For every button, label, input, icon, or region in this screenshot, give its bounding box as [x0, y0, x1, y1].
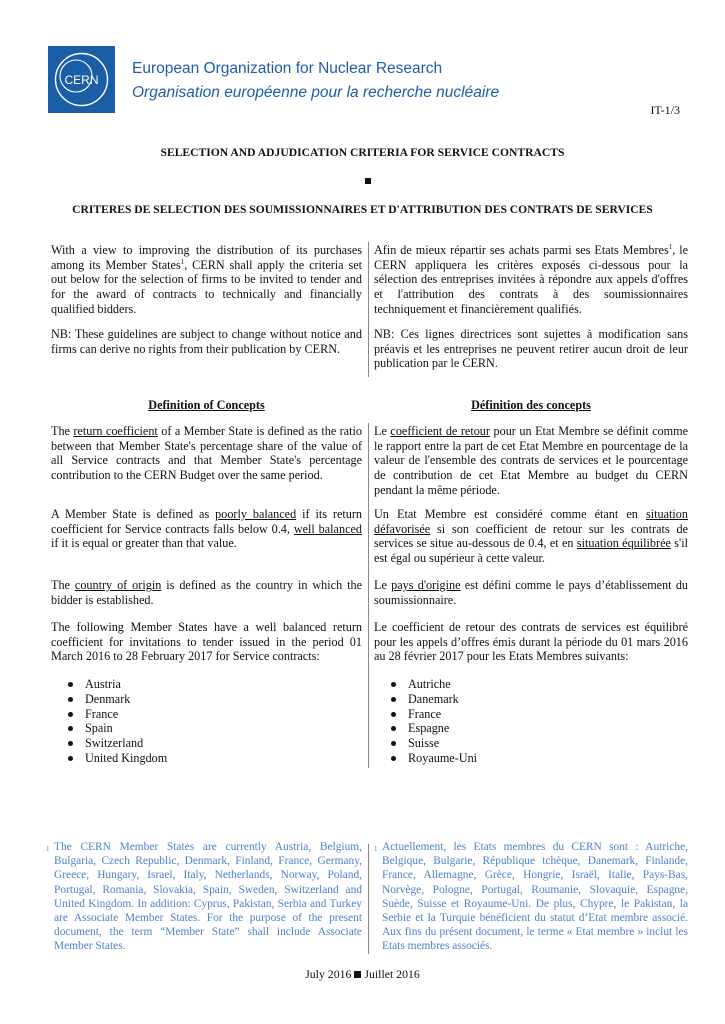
origin-paragraph-english: The country of origin is defined as the country in which the bidder is established. — [51, 578, 363, 607]
country-list-english — [51, 677, 362, 766]
list-item: Danemark — [374, 692, 688, 707]
list-item: Royaume-Uni — [374, 751, 688, 766]
balance-paragraph-french: Un Etat Membre est considéré comme étant en situation défavorisée si son coefficient de retour sur les contrats de services se situe au-dessous de 0.4, et en situation équilibrée s'il est égal ou supérieur à cette valeur. — [374, 507, 688, 566]
intro-paragraph-english: With a view to improving the distribution of its purchases among its Member States$^1$, CERN shall apply the criteria set out below for the selection of firms to be invited to tender and for the award of contracts to technically and financially qualified bidders. — [51, 243, 362, 316]
origin-paragraph-french: Le pays d'origine est défini comme le pays d’établissement du soumissionnaire. — [374, 578, 689, 607]
return-coefficient-paragraph-english: The return coefficient of a Member State is defined as the ratio between that Member State's percentage share of the value of all Service contracts and that Member State's percentage contribution to the CERN Budget over the same period. — [51, 424, 362, 483]
list-item: Suisse — [374, 736, 688, 751]
organization-name-french: Organisation européenne pour la recherche nucléaire — [132, 84, 500, 101]
concepts-heading-english: Definition of Concepts — [148, 398, 265, 412]
footnote-mark: 1 — [46, 845, 50, 853]
list-item: Denmark — [51, 692, 362, 707]
footer-date-french: Juillet 2016 — [364, 967, 420, 981]
footnote-reference: 1 — [668, 242, 673, 251]
list-item: Autriche — [374, 677, 688, 692]
nb-paragraph-english: NB: These guidelines are subject to change without notice and firms can derive no rights from their publication by CERN. — [51, 327, 362, 356]
list-item: Switzerland — [51, 736, 362, 751]
letterhead — [48, 46, 688, 116]
column-divider — [368, 844, 369, 954]
document-reference: IT-1/3 — [650, 103, 680, 117]
concepts-heading-french: Définition des concepts — [471, 398, 591, 412]
footnote-french: 1 Actuellement, les Etats membres du CERN sont : Autriche, Belgique, Bulgarie, République tchèque, Danemark, Finlande, France, Allemagne, Grèce, Hongrie, Israël, Italie, Pays-Bas, Norvège, Pologne, Portugal, Roumanie, Slovaquie, Espagne, Suède, Suisse et Royaume-Uni. De plus, Chypre, le Pakistan, la Serbie et la Turquie bénéficient du statut d’Etat membre associé. Aux fins du présent document, le terme « Etat membre » inclut les Etats membres associés. — [374, 841, 688, 953]
footer-date-english: July 2016 — [305, 967, 352, 981]
title-english: SELECTION AND ADJUDICATION CRITERIA FOR SERVICE CONTRACTS — [160, 146, 565, 159]
balance-paragraph-english: A Member State is defined as poorly balanced if its return coefficient for Service contracts falls below 0.4, well balanced if it is equal or greater than that value. — [51, 507, 362, 551]
list-item: Espagne — [374, 721, 688, 736]
list-item: Austria — [51, 677, 362, 692]
following-paragraph-english: The following Member States have a well balanced return coefficient for invitations to tender issued in the period 01 March 2016 to 28 February 2017 for Service contracts: — [51, 620, 362, 664]
cern-logo-text: CERN — [64, 73, 99, 87]
country-list-french — [374, 677, 688, 766]
column-divider — [368, 242, 369, 377]
column-divider — [368, 423, 369, 768]
list-item: France — [51, 707, 362, 722]
square-separator-icon — [354, 971, 361, 978]
following-paragraph-french: Le coefficient de retour des contrats de services est équilibré pour les appels d’offres émis durant la période du 01 mars 2016 au 28 février 2017 pour les Etats Membres suivants: — [374, 620, 688, 664]
page-footer — [0, 967, 725, 982]
return-coefficient-paragraph-french: Le coefficient de retour pour un Etat Membre se définit comme le rapport entre la part de cet Etat Membre en pourcentage de la valeur de l'ensemble des contrats de services et le pourcentage de contribution de cet Etat Membre au budget du CERN pendant la même période. — [374, 424, 689, 497]
list-item: United Kingdom — [51, 751, 362, 766]
title-french: CRITERES DE SELECTION DES SOUMISSIONNAIRES ET D'ATTRIBUTION DES CONTRATS DE SERVICES — [72, 203, 653, 216]
square-separator-icon — [365, 178, 371, 184]
list-item: France — [374, 707, 688, 722]
cern-logo — [48, 46, 115, 113]
nb-paragraph-french: NB: Ces lignes directrices sont sujettes à modification sans préavis et les entreprises ne peuvent retirer aucun droit de leur publication par le CERN. — [374, 327, 688, 371]
intro-paragraph-french: Afin de mieux répartir ses achats parmi ses Etats Membres$^1$, le CERN appliquera les critères exposés ci-dessous pour la sélection des entreprises invitées à répondre aux appels d'offres et l'attribution des contrats à des soumissionnaires techniquement et financièrement qualifiés. — [374, 242, 689, 316]
list-item: Spain — [51, 721, 362, 736]
footnote-reference: 1 — [180, 257, 185, 266]
footnote-mark: 1 — [374, 845, 378, 853]
footnote-english: 1 The CERN Member States are currently Austria, Belgium, Bulgaria, Czech Republic, Denmark, Finland, France, Germany, Greece, Hungary, Israel, Italy, Netherlands, Norway, Poland, Portugal, Romania, Slovakia, Spain, Sweden, Switzerland and United Kingdom. In addition: Cyprus, Pakistan, Serbia and Turkey are Associate Member States. For the purpose of the present document, the term “Member State” shall include Associate Member States. — [46, 841, 362, 953]
organization-name-english: European Organization for Nuclear Research — [132, 60, 443, 77]
